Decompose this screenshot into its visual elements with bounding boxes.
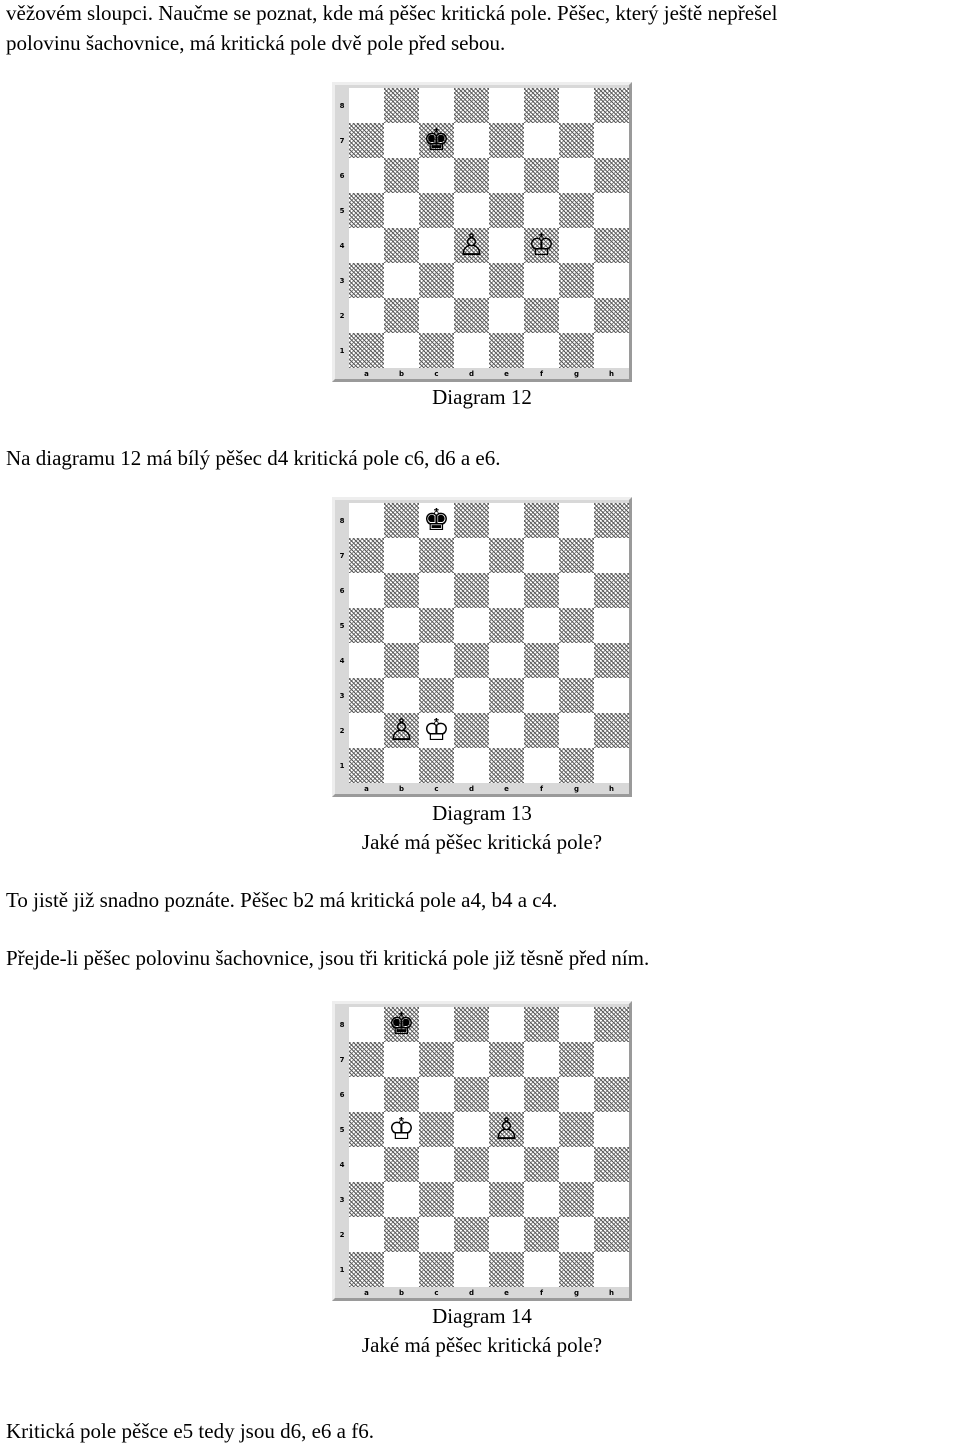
square-g6	[559, 573, 594, 608]
square-b3	[384, 678, 419, 713]
square-e7	[489, 123, 524, 158]
square-b8	[384, 503, 419, 538]
square-a4	[349, 1147, 384, 1182]
file-label: c	[434, 370, 439, 378]
rank-label: 3	[339, 1195, 345, 1204]
square-e8	[489, 503, 524, 538]
square-f6	[524, 158, 559, 193]
square-c3	[419, 1182, 454, 1217]
square-c7	[419, 1042, 454, 1077]
square-g5	[559, 193, 594, 228]
square-c4	[419, 643, 454, 678]
intro-line-1: věžovém sloupci. Naučme se poznat, kde má pěšec kritická pole. Pěšec, který ještě nepřešel	[6, 1, 778, 25]
diagram-12-explanation: Na diagramu 12 má bílý pěšec d4 kritická pole c6, d6 a e6.	[6, 446, 501, 470]
square-h2	[594, 1217, 629, 1252]
square-h2	[594, 298, 629, 333]
square-h3	[594, 1182, 629, 1217]
square-b1	[384, 333, 419, 368]
white-pawn-icon: ♙	[458, 228, 485, 263]
file-label: d	[468, 785, 474, 793]
square-f1	[524, 748, 559, 783]
file-label: g	[573, 785, 579, 793]
square-g5	[559, 1112, 594, 1147]
file-label: f	[539, 370, 544, 378]
square-f1	[524, 333, 559, 368]
file-label: a	[364, 370, 369, 378]
square-g5	[559, 608, 594, 643]
square-f5	[524, 608, 559, 643]
square-f6	[524, 573, 559, 608]
black-king-icon: ♚	[423, 503, 450, 538]
square-d6	[454, 158, 489, 193]
square-h4	[594, 1147, 629, 1182]
square-a1	[349, 333, 384, 368]
file-label: c	[434, 785, 439, 793]
square-c5	[419, 1112, 454, 1147]
square-a2	[349, 298, 384, 333]
file-label: d	[468, 1289, 474, 1297]
square-e7	[489, 538, 524, 573]
square-e4	[489, 228, 524, 263]
square-g4	[559, 1147, 594, 1182]
file-label: h	[609, 1289, 614, 1297]
square-a7	[349, 1042, 384, 1077]
square-h4	[594, 643, 629, 678]
square-c5	[419, 608, 454, 643]
diagram-13-question: Jaké má pěšec kritická pole?	[361, 830, 603, 854]
white-pawn-icon: ♙	[493, 1112, 520, 1147]
square-h6	[594, 1077, 629, 1112]
square-h4	[594, 228, 629, 263]
square-d7	[454, 538, 489, 573]
white-king-icon: ♔	[528, 228, 555, 263]
square-a3	[349, 1182, 384, 1217]
square-a1	[349, 1252, 384, 1287]
diagram-13-answer: To jistě již snadno poznáte. Pěšec b2 má kritická pole a4, b4 a c4.	[6, 888, 558, 912]
square-g7	[559, 123, 594, 158]
square-d7	[454, 123, 489, 158]
square-c8	[419, 503, 454, 538]
square-h2	[594, 713, 629, 748]
rank-label: 2	[339, 1230, 345, 1239]
square-c6	[419, 1077, 454, 1112]
square-e5	[489, 608, 524, 643]
square-e3	[489, 263, 524, 298]
square-d6	[454, 573, 489, 608]
chess-diagram-14	[332, 1001, 632, 1301]
rank-label: 7	[339, 136, 345, 145]
square-a7	[349, 538, 384, 573]
square-c1	[419, 1252, 454, 1287]
square-f1	[524, 1252, 559, 1287]
square-d4	[454, 643, 489, 678]
square-c3	[419, 678, 454, 713]
rank-label: 7	[339, 551, 345, 560]
square-b5	[384, 1112, 419, 1147]
chessboard-grid	[349, 503, 629, 783]
square-a2	[349, 713, 384, 748]
square-f6	[524, 1077, 559, 1112]
square-a7	[349, 123, 384, 158]
file-label: e	[504, 370, 509, 378]
black-king-icon: ♚	[423, 123, 450, 158]
square-f7	[524, 1042, 559, 1077]
square-a3	[349, 678, 384, 713]
square-c7	[419, 123, 454, 158]
square-d5	[454, 608, 489, 643]
square-c6	[419, 573, 454, 608]
square-g3	[559, 1182, 594, 1217]
square-b7	[384, 123, 419, 158]
square-h5	[594, 608, 629, 643]
square-f2	[524, 713, 559, 748]
square-a5	[349, 608, 384, 643]
square-d6	[454, 1077, 489, 1112]
rank-label: 7	[339, 1055, 345, 1064]
square-g6	[559, 158, 594, 193]
rank-label: 1	[339, 761, 345, 770]
square-c4	[419, 1147, 454, 1182]
square-e1	[489, 333, 524, 368]
square-b6	[384, 158, 419, 193]
square-g2	[559, 713, 594, 748]
square-h5	[594, 1112, 629, 1147]
square-e2	[489, 298, 524, 333]
file-label: e	[504, 785, 509, 793]
square-c4	[419, 228, 454, 263]
square-b2	[384, 298, 419, 333]
square-f8	[524, 1007, 559, 1042]
rank-label: 4	[339, 241, 345, 250]
square-d5	[454, 1112, 489, 1147]
rank-label: 6	[339, 1090, 345, 1099]
square-c2	[419, 713, 454, 748]
square-e2	[489, 713, 524, 748]
square-f3	[524, 678, 559, 713]
square-f2	[524, 1217, 559, 1252]
rank-label: 8	[339, 1020, 345, 1029]
square-h7	[594, 123, 629, 158]
square-d1	[454, 333, 489, 368]
rank-label: 5	[339, 621, 345, 630]
square-b7	[384, 1042, 419, 1077]
black-king-icon: ♚	[388, 1007, 415, 1042]
square-c3	[419, 263, 454, 298]
rank-label: 4	[339, 1160, 345, 1169]
rank-label: 2	[339, 726, 345, 735]
square-a6	[349, 158, 384, 193]
diagram-14-answer: Kritická pole pěšce e5 tedy jsou d6, e6 a f6.	[6, 1419, 374, 1443]
file-label: b	[398, 785, 404, 793]
rank-label: 6	[339, 171, 345, 180]
square-h8	[594, 1007, 629, 1042]
square-c1	[419, 333, 454, 368]
file-label: b	[398, 370, 404, 378]
file-label: f	[539, 1289, 544, 1297]
rank-label: 8	[339, 101, 345, 110]
file-label: g	[573, 1289, 579, 1297]
square-c8	[419, 88, 454, 123]
square-c2	[419, 1217, 454, 1252]
square-d8	[454, 1007, 489, 1042]
square-h1	[594, 333, 629, 368]
square-e6	[489, 1077, 524, 1112]
file-label: b	[398, 1289, 404, 1297]
square-g4	[559, 643, 594, 678]
square-e4	[489, 1147, 524, 1182]
diagram-13-caption: Diagram 13	[432, 801, 532, 825]
square-b4	[384, 228, 419, 263]
square-e2	[489, 1217, 524, 1252]
square-a5	[349, 1112, 384, 1147]
square-d8	[454, 503, 489, 538]
square-d3	[454, 1182, 489, 1217]
square-e8	[489, 88, 524, 123]
square-f3	[524, 263, 559, 298]
square-a5	[349, 193, 384, 228]
rank-label: 5	[339, 206, 345, 215]
file-label: a	[364, 1289, 369, 1297]
square-e7	[489, 1042, 524, 1077]
square-d7	[454, 1042, 489, 1077]
square-h5	[594, 193, 629, 228]
rank-label: 1	[339, 1265, 345, 1274]
rank-label: 4	[339, 656, 345, 665]
chess-diagram-13	[332, 497, 632, 797]
square-a4	[349, 228, 384, 263]
square-b5	[384, 608, 419, 643]
square-a4	[349, 643, 384, 678]
chessboard-grid	[349, 88, 629, 368]
white-king-icon: ♔	[423, 713, 450, 748]
square-e5	[489, 193, 524, 228]
file-label: e	[504, 1289, 509, 1297]
square-f5	[524, 193, 559, 228]
square-e8	[489, 1007, 524, 1042]
square-b6	[384, 573, 419, 608]
square-d1	[454, 748, 489, 783]
square-c7	[419, 538, 454, 573]
square-b4	[384, 643, 419, 678]
square-f2	[524, 298, 559, 333]
square-h3	[594, 263, 629, 298]
square-b1	[384, 748, 419, 783]
square-b2	[384, 1217, 419, 1252]
square-b2	[384, 713, 419, 748]
square-e1	[489, 748, 524, 783]
square-g8	[559, 1007, 594, 1042]
file-label: d	[468, 370, 474, 378]
square-d8	[454, 88, 489, 123]
square-g4	[559, 228, 594, 263]
rank-label: 5	[339, 1125, 345, 1134]
square-c5	[419, 193, 454, 228]
square-e4	[489, 643, 524, 678]
square-b5	[384, 193, 419, 228]
square-g1	[559, 333, 594, 368]
square-e6	[489, 573, 524, 608]
rank-label: 3	[339, 276, 345, 285]
square-c1	[419, 748, 454, 783]
square-b1	[384, 1252, 419, 1287]
diagram-14-caption: Diagram 14	[432, 1304, 532, 1328]
square-e1	[489, 1252, 524, 1287]
square-h7	[594, 1042, 629, 1077]
square-a1	[349, 748, 384, 783]
square-g7	[559, 1042, 594, 1077]
rank-label: 2	[339, 311, 345, 320]
file-label: a	[364, 785, 369, 793]
square-h7	[594, 538, 629, 573]
square-d3	[454, 263, 489, 298]
square-c2	[419, 298, 454, 333]
square-g3	[559, 263, 594, 298]
square-h3	[594, 678, 629, 713]
square-b6	[384, 1077, 419, 1112]
square-d3	[454, 678, 489, 713]
square-b3	[384, 1182, 419, 1217]
square-g3	[559, 678, 594, 713]
square-f8	[524, 88, 559, 123]
square-c6	[419, 158, 454, 193]
rank-label: 1	[339, 346, 345, 355]
file-label: h	[609, 785, 614, 793]
square-a2	[349, 1217, 384, 1252]
file-label: h	[609, 370, 614, 378]
square-f4	[524, 1147, 559, 1182]
diagram-14-question: Jaké má pěšec kritická pole?	[361, 1333, 603, 1357]
square-f4	[524, 643, 559, 678]
square-g1	[559, 1252, 594, 1287]
square-h8	[594, 503, 629, 538]
square-d4	[454, 1147, 489, 1182]
square-d1	[454, 1252, 489, 1287]
square-b8	[384, 88, 419, 123]
square-d2	[454, 298, 489, 333]
white-pawn-icon: ♙	[388, 713, 415, 748]
file-label: c	[434, 1289, 439, 1297]
square-h1	[594, 748, 629, 783]
white-king-icon: ♔	[388, 1112, 415, 1147]
square-e6	[489, 158, 524, 193]
square-g1	[559, 748, 594, 783]
square-d2	[454, 1217, 489, 1252]
file-label: f	[539, 785, 544, 793]
square-g2	[559, 298, 594, 333]
square-d5	[454, 193, 489, 228]
rank-label: 3	[339, 691, 345, 700]
square-b7	[384, 538, 419, 573]
square-g8	[559, 503, 594, 538]
square-f7	[524, 538, 559, 573]
square-f5	[524, 1112, 559, 1147]
square-g8	[559, 88, 594, 123]
square-g7	[559, 538, 594, 573]
chess-diagram-12	[332, 82, 632, 382]
square-a8	[349, 88, 384, 123]
square-f4	[524, 228, 559, 263]
square-f8	[524, 503, 559, 538]
file-label: g	[573, 370, 579, 378]
rule-half-board: Přejde-li pěšec polovinu šachovnice, jsou tři kritická pole již těsně před ním.	[6, 946, 650, 970]
square-a3	[349, 263, 384, 298]
square-f7	[524, 123, 559, 158]
square-e3	[489, 1182, 524, 1217]
square-e3	[489, 678, 524, 713]
square-c8	[419, 1007, 454, 1042]
square-b4	[384, 1147, 419, 1182]
square-b8	[384, 1007, 419, 1042]
square-h6	[594, 158, 629, 193]
rank-label: 6	[339, 586, 345, 595]
square-a8	[349, 1007, 384, 1042]
square-f3	[524, 1182, 559, 1217]
chessboard-grid	[349, 1007, 629, 1287]
square-d4	[454, 228, 489, 263]
square-a6	[349, 1077, 384, 1112]
square-e5	[489, 1112, 524, 1147]
rank-label: 8	[339, 516, 345, 525]
square-g6	[559, 1077, 594, 1112]
square-a8	[349, 503, 384, 538]
square-h8	[594, 88, 629, 123]
square-a6	[349, 573, 384, 608]
square-d2	[454, 713, 489, 748]
intro-line-2: polovinu šachovnice, má kritická pole dvě pole před sebou.	[6, 31, 506, 55]
square-g2	[559, 1217, 594, 1252]
square-h6	[594, 573, 629, 608]
diagram-12-caption: Diagram 12	[432, 385, 532, 409]
square-b3	[384, 263, 419, 298]
square-h1	[594, 1252, 629, 1287]
